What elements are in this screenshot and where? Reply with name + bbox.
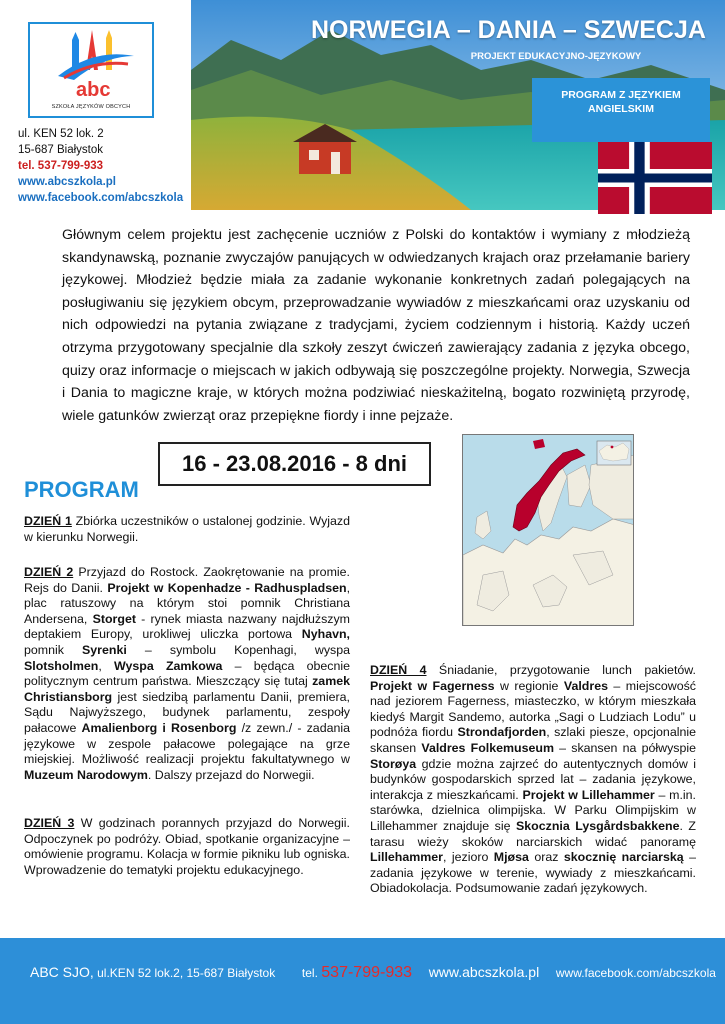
day-2-text: – symbolu Kopenhagi, wyspa [126,642,350,657]
day-3-text: W godzinach porannych przyjazd do Norwegii. Odpoczynek po podróży. Obiad, spotkanie organizacyjne – omówienie programu. Kolacja w formie pikniku lub ogniska. Wprowadzenie do tematyki projektu edukacyjnego. [24,816,350,877]
place-ski-jump: skocznię narciarską [563,850,684,865]
day-2-text: , plac ratuszowy na którym stoi pomnik Christiana Andersena, [24,580,351,626]
day-2-text: Przyjazd do Rostock. Zaokrętowanie na promie. Rejs do Danii. [24,565,350,595]
day-2-heading: DZIEŃ 2 [24,565,74,579]
hero-subtitle: PROJEKT EDUKACYJNO-JĘZYKOWY [470,51,642,62]
place-valdres-folkemuseum: Valdres Folkemuseum [421,740,554,755]
program-heading: PROGRAM [24,477,139,502]
place-mjosa: Mjøsa [493,850,529,865]
place-syrenki: Syrenki [82,642,127,657]
day-1-text: Zbiórka uczestników o ustalonej godzinie. Wyjazd w kierunku Norwegii. [24,514,350,544]
day-4-text: oraz [528,850,564,865]
place-slotsholmen: Slotsholmen [24,658,99,673]
day-4-text: – skansen na półwyspie [553,740,696,755]
day-2-block [24,565,350,783]
day-2-text: - rynek miasta nazwany najdłuższym deptakiem Europy, urokliwej uliczka portowa [24,611,350,642]
footer-contact-line [30,964,716,982]
school-logo-icon [34,26,152,106]
norway-flag-icon [598,142,712,214]
hero-title: NORWEGIA – DANIA – SZWECJA [311,16,706,44]
address-line-2: 15-687 Białystok [18,144,104,156]
day-3-heading: DZIEŃ 3 [24,816,75,830]
place-christiansborg: zamek Christiansborg [24,674,350,704]
date-range: 16 - 23.08.2016 - 8 dni [158,442,431,486]
contact-block [18,126,183,206]
place-radhuspladsen: Projekt w Kopenhadze - Radhuspladsen [107,580,347,595]
place-lillehammer: Lillehammer [370,850,443,865]
day-2-text: jest siedzibą parlamentu Danii, premiera, Sądu Najwyższego, budynek parlamentu, zespoły pałacowe [24,689,350,735]
language-badge [532,78,710,142]
school-logo[interactable] [28,22,154,118]
day-2-text: pomnik [24,642,83,657]
day-1-heading: DZIEŃ 1 [24,514,72,528]
day-4-text: , jezioro [443,850,494,865]
place-valdres: Valdres [563,678,608,693]
footer-bar [0,938,725,1024]
day-1-block [24,514,350,545]
logo-tagline: SZKOŁA JĘZYKÓW OBCYCH [51,104,131,110]
day-4-text: – miejscowość nad jeziorem Fagerness, miasteczko, w którym mieszkała kiedyś Margit Sandemo, autorka „Sagi o Ludziach Lodu” u podnóża fiordu [370,678,696,740]
phone-number[interactable]: tel. 537-799-933 [18,160,104,172]
website-link[interactable]: www.abcszkola.pl [18,176,116,188]
footer-org: ABC SJO, [30,964,94,980]
logo-word: abc [76,79,111,101]
europe-map [462,434,634,626]
day-4-text: , szlaki piesze, opcjonalnie skansen [370,725,696,755]
day-4-text: Śniadanie, przygotowanie lunch pakietów. [426,663,696,677]
footer-address: ul.KEN 52 lok.2, 15-687 Białystok [93,966,276,980]
day-4-text: – m.in. starówka, dzielnica olimpijska. W Parku Olimpijskim w Lillehammer znajduje się [370,787,696,833]
place-nyhavn: Nyhavn, [301,627,350,642]
place-lysgardsbakkene: Skocznia Lysgårdsbakkene [516,818,680,833]
facebook-link[interactable]: www.facebook.com/abcszkola [18,192,184,204]
place-muzeum-narodowe: Muzeum Narodowym [24,767,148,782]
place-storget: Storget [92,611,136,626]
day-2-text: /z zewn./ - zadania językowe w zespole pałacowe polegające na grze miejskiej. Możliwość realizacji projektu fakultatywnego w [24,720,351,767]
day-2-text: . Dalszy przejazd do Norwegii. [147,767,315,782]
day-4-text: w regionie [494,678,564,693]
day-4-text: gdzie można zajrzeć do autentycznych domów i budynków gospodarskich sprzed lat – zadania językowe, interakcja z mieszkańcami. [370,756,696,802]
address-line-1: ul. KEN 52 lok. 2 [18,128,104,140]
day-4-text: – zadania językowe w terenie, wywiady z mieszkańcami. Obiadokolacja. Podsumowanie zadań językowych. [370,850,696,896]
place-strondafjorden: Strondafjorden [457,725,547,740]
place-storoya: Storøya [370,756,417,771]
place-wyspa-zamkowa: Wyspa Zamkowa [114,658,223,673]
footer-facebook-link[interactable]: www.facebook.com/abcszkola [555,966,716,980]
day-2-text: – będąca obecnie politycznym centrum państwa. Mieszczący się tutaj [24,658,350,689]
footer-phone[interactable]: 537-799-933 [321,964,413,981]
footer-tel-label: tel. [301,966,318,980]
language-line-1: PROGRAM Z JĘZYKIEM [561,89,681,101]
place-fagerness: Projekt w Fagerness [370,678,495,693]
footer-website-link[interactable]: www.abcszkola.pl [428,964,540,980]
day-4-text: . Z tarasu wieży skoków narciarskich widać panoramę [370,818,696,849]
day-2-text: , [98,658,115,673]
place-lillehammer-project: Projekt w Lillehammer [522,787,655,802]
europe-map-icon [463,435,634,626]
intro-paragraph: Głównym celem projektu jest zachęcenie uczniów z Polski do kontaktów i wymiany z młodzieżą skandynawską, poznanie zwyczajów panujących w odwiedzanych krajach oraz przełamanie bariery językowej. Młodzież będzie miała za zadanie wykonanie konkretnych zadań polegających na posługiwaniu się językiem obcym, przeprowadzanie wywiadów z mieszkańcami oraz uzyskaniu od nich odpowiedzi na pytania związane z tradycjami, życiem codziennym i historią. Każdy uczeń otrzyma przygotowany specjalnie dla szkoły zeszyt ćwiczeń zawierający zadania z języka obcego, quizy oraz informacje o miejscach w jakich odbywają się poszczególne projekty. Norwegia, Szwecja i Dania to magiczne kraje, w których można podziwiać nieskażitelną, bogato rozwiniętą przyrodę, wiele gatunków zwierząt oraz przepiękne fiordy i inne pejzaże. [62,227,690,424]
day-4-heading: DZIEŃ 4 [370,663,427,677]
day-4-block [370,663,696,897]
language-line-2: ANGIELSKIM [588,103,654,115]
day-3-block [24,816,350,878]
place-amalienborg-rosenborg: Amalienborg i Rosenborg [81,720,237,735]
